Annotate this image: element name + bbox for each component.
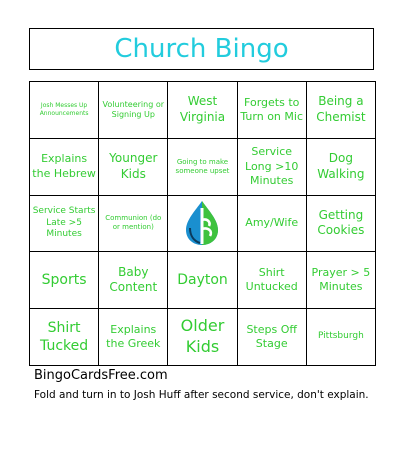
bingo-cell: Explains the Hebrew — [30, 139, 99, 196]
bingo-cell: Getting Cookies — [307, 196, 376, 253]
bingo-cell: Older Kids — [168, 309, 237, 366]
bingo-cell: West Virginia — [168, 82, 237, 139]
site-name: BingoCardsFree.com — [34, 368, 168, 383]
bingo-cell: Forgets to Turn on Mic — [238, 82, 307, 139]
bingo-cell: Volunteering or Signing Up — [99, 82, 168, 139]
bingo-cell: Amy/Wife — [238, 196, 307, 253]
bingo-cell: Explains the Greek — [99, 309, 168, 366]
bingo-cell: Communion (do or mention) — [99, 196, 168, 253]
footer-note: Fold and turn in to Josh Huff after second service, don't explain. — [34, 389, 369, 401]
card-title: Church Bingo — [114, 34, 289, 64]
bingo-cell: Dog Walking — [307, 139, 376, 196]
bingo-cell: Younger Kids — [99, 139, 168, 196]
leaf-drop-logo-icon — [178, 198, 226, 248]
bingo-cell: Service Starts Late >5 Minutes — [30, 196, 99, 253]
bingo-cell: Shirt Tucked — [30, 309, 99, 366]
bingo-cell: Baby Content — [99, 252, 168, 309]
bingo-cell: Pittsburgh — [307, 309, 376, 366]
bingo-cell: Josh Messes Up Announcements — [30, 82, 99, 139]
bingo-grid — [29, 81, 376, 366]
bingo-cell: Prayer > 5 Minutes — [307, 252, 376, 309]
free-space-cell — [168, 196, 237, 253]
bingo-cell: Sports — [30, 252, 99, 309]
bingo-cell: Going to make someone upset — [168, 139, 237, 196]
bingo-cell: Being a Chemist — [307, 82, 376, 139]
bingo-cell: Dayton — [168, 252, 237, 309]
card-title-box — [29, 28, 374, 70]
bingo-cell: Shirt Untucked — [238, 252, 307, 309]
bingo-cell: Service Long >10 Minutes — [238, 139, 307, 196]
bingo-cell: Steps Off Stage — [238, 309, 307, 366]
